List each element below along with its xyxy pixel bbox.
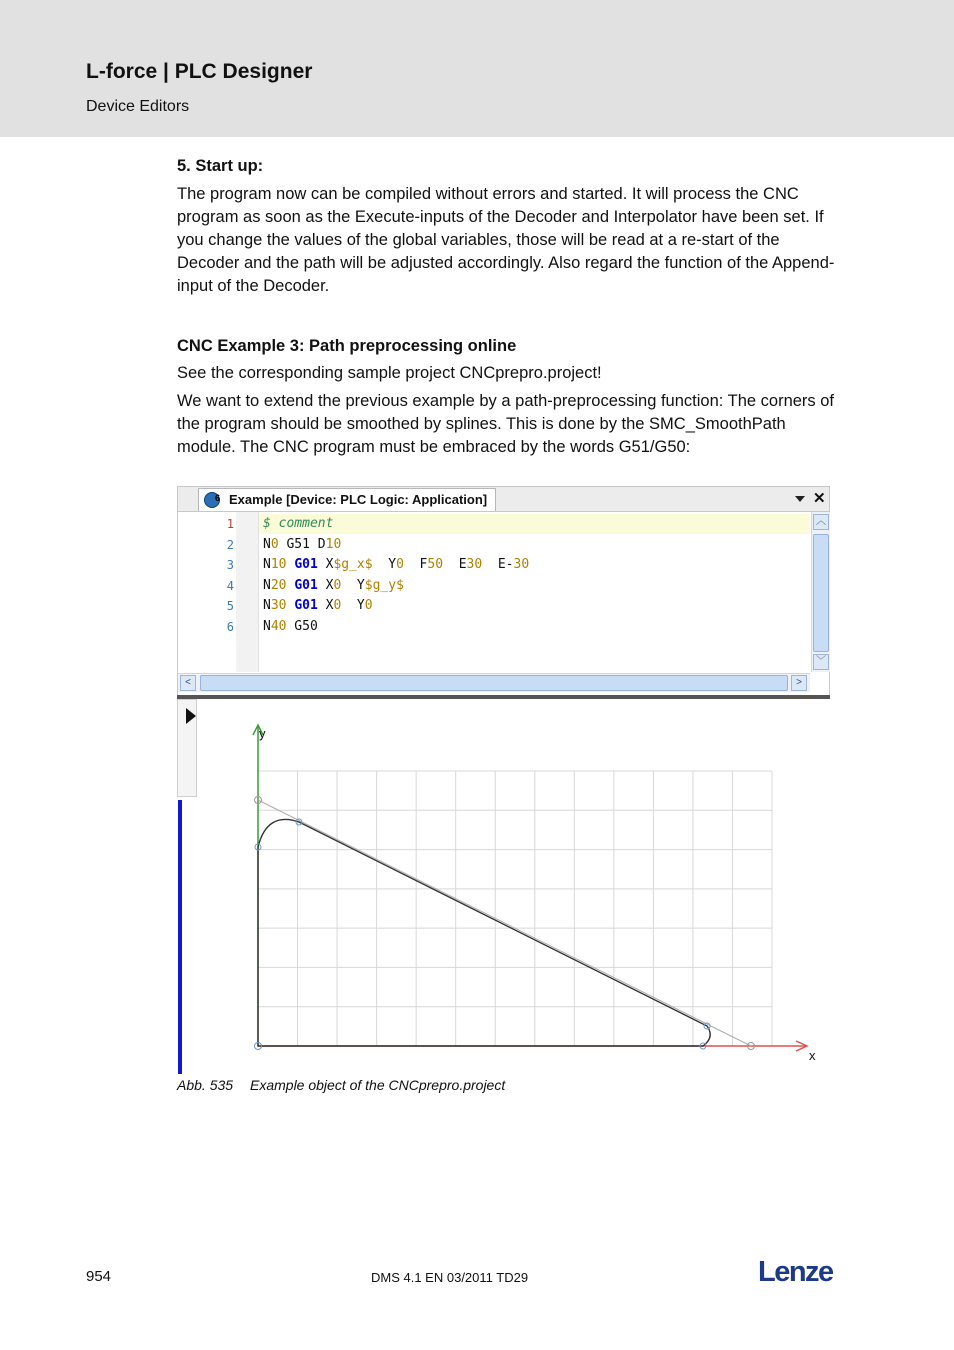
example3-section xyxy=(177,335,837,459)
line-number: 4 xyxy=(226,578,234,593)
logo-text: Lenze xyxy=(758,1256,833,1288)
code-token: X xyxy=(317,577,334,593)
code-token: N xyxy=(263,536,271,552)
code-token: G51 D xyxy=(278,536,326,552)
code-token: E- xyxy=(482,557,514,572)
path-viewer xyxy=(177,699,830,1074)
vertical-scroll-thumb[interactable] xyxy=(813,534,829,652)
code-token: Y xyxy=(372,557,397,572)
code-token: E xyxy=(443,557,467,572)
line-number: 5 xyxy=(226,599,234,613)
editor-tab-title: Example [Device: PLC Logic: Application] xyxy=(229,492,488,507)
original-path xyxy=(258,800,751,1046)
example3-para1: See the corresponding sample project CNCprepro.project! xyxy=(177,364,602,382)
line-number: 3 xyxy=(226,558,234,572)
code-token: G50 xyxy=(286,618,318,634)
code-token: 0 xyxy=(333,577,342,593)
code-token: F xyxy=(403,557,428,572)
code-token: $g_y$ xyxy=(364,577,404,593)
line-number: 1 xyxy=(226,517,234,531)
code-token: 0 xyxy=(270,536,279,552)
startup-section xyxy=(177,155,837,298)
code-token: 0 xyxy=(364,598,373,613)
horizontal-scroll-thumb[interactable] xyxy=(200,675,788,691)
fold-column xyxy=(236,512,259,672)
code-token: 10 xyxy=(270,557,287,572)
document-title: L-force | PLC Designer xyxy=(86,60,313,83)
document-reference: DMS 4.1 EN 03/2011 TD29 xyxy=(371,1270,529,1285)
code-token: G01 xyxy=(294,557,318,572)
example3-heading: CNC Example 3: Path preprocessing online xyxy=(177,337,517,355)
editor-tabbar xyxy=(178,487,829,512)
code-token: N xyxy=(263,598,271,613)
example3-para2: We want to extend the previous example by a path-preprocessing function: The corners of the program should be smoothed by splines. This is done by the SMC_SmoothPath module. The CNC program must be embraced by the words G51/G50: xyxy=(177,392,835,456)
code-token: 30 xyxy=(270,598,287,613)
line-number: 6 xyxy=(226,619,234,634)
caption-number: Abb. 535 xyxy=(177,1077,234,1093)
path-plot xyxy=(177,699,830,1074)
code-line xyxy=(259,576,404,596)
scroll-right-button[interactable]: > xyxy=(791,675,807,691)
scroll-left-button[interactable]: < xyxy=(180,675,196,691)
tab-icon-badge: 6 xyxy=(215,493,221,503)
code-token: 40 xyxy=(270,618,287,634)
code-token: $g_x$ xyxy=(333,557,373,572)
code-line xyxy=(259,555,529,575)
scroll-up-button[interactable]: ︿ xyxy=(813,514,829,530)
code-token: N xyxy=(263,618,271,634)
cnc-editor-window xyxy=(177,486,830,696)
smoothed-path xyxy=(258,819,710,1046)
code-token: 30 xyxy=(466,557,483,572)
startup-heading: 5. Start up: xyxy=(177,157,264,175)
code-token: 0 xyxy=(396,557,404,572)
document-subtitle: Device Editors xyxy=(86,98,190,115)
scroll-down-button[interactable]: ﹀ xyxy=(813,654,829,670)
y-axis-label: y xyxy=(259,726,266,741)
line-number-gutter xyxy=(178,512,237,672)
code-token: G01 xyxy=(294,577,318,593)
code-token: $ comment xyxy=(263,516,334,531)
vertical-scrollbar[interactable] xyxy=(811,512,830,672)
page-number: 954 xyxy=(86,1268,112,1285)
code-token: 50 xyxy=(427,557,444,572)
code-area[interactable] xyxy=(259,512,810,672)
code-token: Y xyxy=(341,577,365,593)
code-token: X xyxy=(317,598,334,613)
code-token: G01 xyxy=(294,598,318,613)
code-token: Y xyxy=(341,598,365,613)
code-line xyxy=(259,617,318,637)
horizontal-scrollbar[interactable] xyxy=(178,673,810,692)
tab-dropdown-icon[interactable] xyxy=(795,496,805,502)
code-line xyxy=(259,596,373,616)
code-token: 20 xyxy=(270,577,287,593)
code-token: 30 xyxy=(513,557,530,572)
code-token: 10 xyxy=(325,536,342,552)
caption-text: Example object of the CNCprepro.project xyxy=(250,1077,506,1093)
plot-grid xyxy=(258,771,772,1046)
lenze-logo xyxy=(758,1254,838,1288)
figure-caption xyxy=(177,1077,505,1093)
code-line xyxy=(259,514,810,534)
editor-tab[interactable] xyxy=(198,488,496,511)
close-icon[interactable]: ✕ xyxy=(813,490,826,507)
code-line xyxy=(259,535,341,555)
startup-body: The program now can be compiled without errors and started. It will process the CNC program as soon as the Execute-inputs of the Decoder and Interpolator have been set. If you change the values of the global variables, those will be read at a re-start of the Decoder and the path will be adjusted accordingly. Also regard the function of the Append-input of the Decoder. xyxy=(177,185,835,295)
code-token: X xyxy=(317,557,334,572)
line-number: 2 xyxy=(226,537,234,552)
code-token: N xyxy=(263,557,271,572)
code-token: 0 xyxy=(333,598,342,613)
code-token: N xyxy=(263,577,271,593)
x-axis-label: x xyxy=(809,1048,816,1063)
